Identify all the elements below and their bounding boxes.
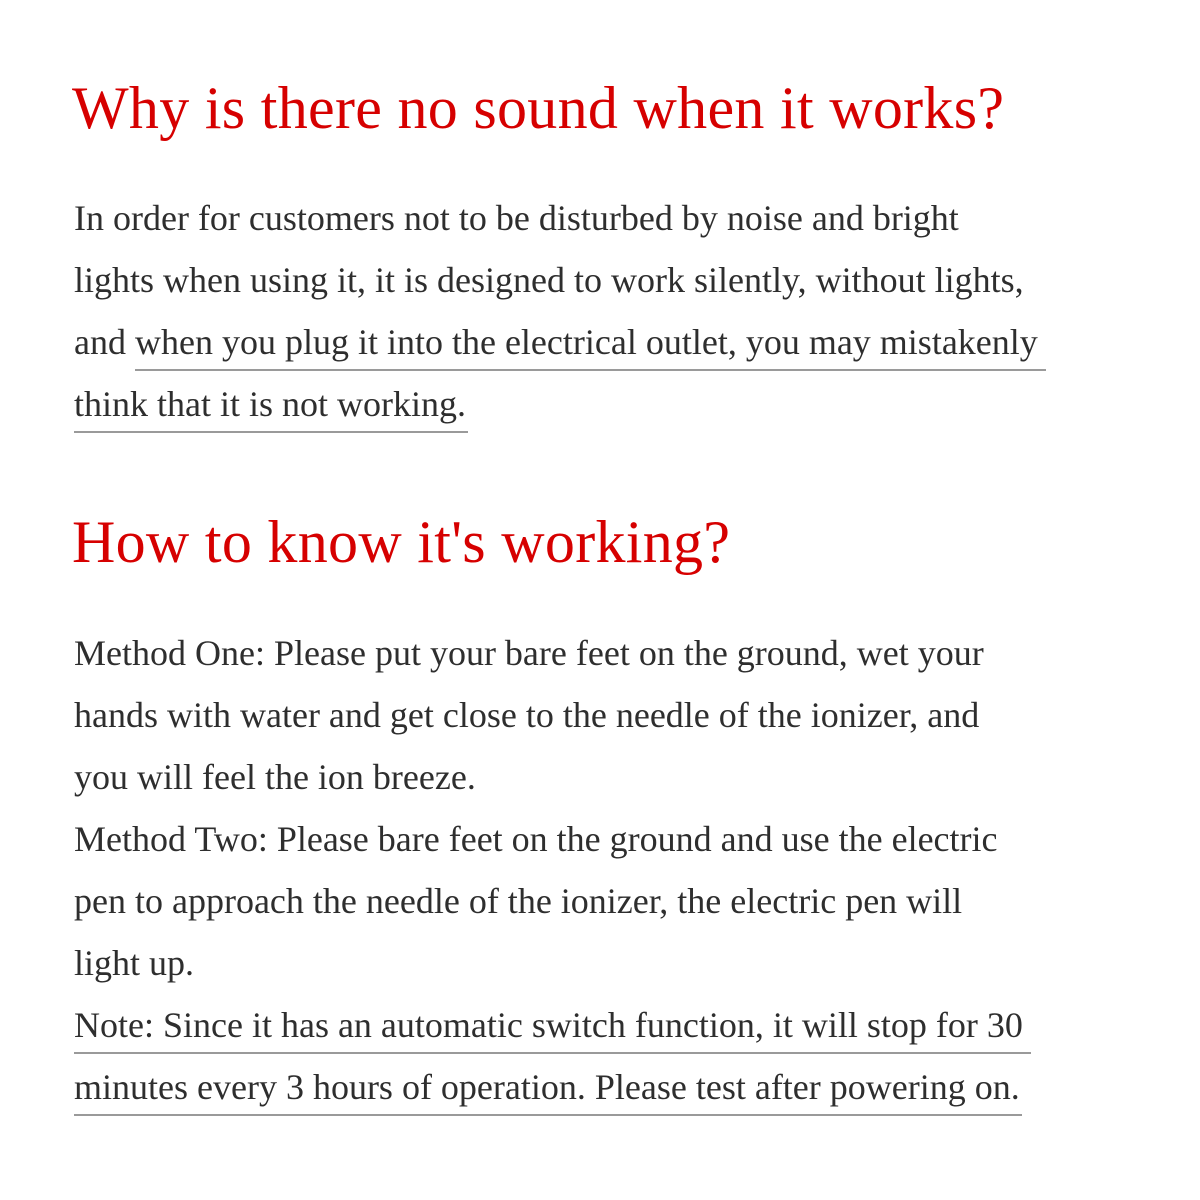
heading-how-to-know: How to know it's working? (72, 509, 731, 575)
method-one-line: you will feel the ion breeze. (74, 757, 476, 797)
method-two-line: pen to approach the needle of the ionizer, the electric pen will (74, 881, 963, 921)
underlined-text: think that it is not working. (74, 377, 468, 433)
heading-no-sound: Why is there no sound when it works? (72, 75, 1005, 141)
paragraph-line: In order for customers not to be disturbed by noise and bright (74, 198, 959, 238)
method-one-line: Method One: Please put your bare feet on the ground, wet your (74, 633, 984, 673)
paragraph-line: lights when using it, it is designed to work silently, without lights, (74, 260, 1024, 300)
note-line (74, 994, 1031, 1056)
underlined-text: when you plug it into the electrical outlet, you may mistakenly (135, 315, 1046, 371)
paragraph-line (74, 311, 1046, 373)
no-sound-explanation (74, 187, 1046, 435)
method-two-line: Method Two: Please bare feet on the ground and use the electric (74, 819, 998, 859)
underlined-note-text: Note: Since it has an automatic switch function, it will stop for 30 (74, 998, 1031, 1054)
underlined-note-text: minutes every 3 hours of operation. Please test after powering on. (74, 1060, 1022, 1116)
method-one-line: hands with water and get close to the needle of the ionizer, and (74, 695, 980, 735)
how-to-know-explanation (74, 622, 1031, 1118)
method-two-line: light up. (74, 943, 195, 983)
note-line (74, 1056, 1031, 1118)
paragraph-line (74, 373, 1046, 435)
paragraph-text: and (74, 322, 135, 362)
